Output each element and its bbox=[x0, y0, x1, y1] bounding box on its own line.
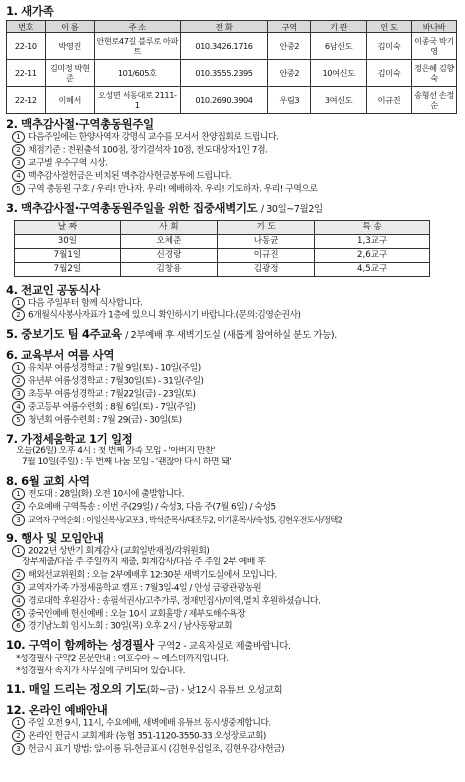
header-cell: 구역 bbox=[268, 21, 311, 33]
list-item: 6 경기남노회 임시노회 : 30일(목) 오후 2시 / 남사동왕교회 bbox=[6, 620, 459, 633]
table-row bbox=[7, 87, 457, 114]
list-item: 3 교역자가족 가정세움학교 캠프 : 7월3일-4일 / 안성 금광관광농원 bbox=[6, 582, 459, 595]
circled-number: 5 bbox=[12, 183, 25, 195]
circled-number: 1 bbox=[12, 545, 25, 557]
circled-number: 4 bbox=[12, 595, 25, 607]
list-item: 1 2022년 상반기 회계감사 (교회일반재정/각위원회) bbox=[6, 545, 459, 558]
section-title-intercession: 5. 중보기도 팀 4주교육 / 2부예배 후 새벽기도실 (새롭게 참여하실 분도 가능). bbox=[6, 327, 337, 342]
circled-number: 3 bbox=[12, 743, 25, 755]
circled-number: 3 bbox=[12, 582, 25, 594]
circled-number: 2 bbox=[12, 569, 25, 581]
section-title-new-family: 1. 새가족 bbox=[6, 4, 54, 18]
circled-number: 1 bbox=[12, 297, 25, 309]
list-item: 4 중고등부 여름수련회 : 8월 6일(토) - 7일(주일) bbox=[6, 401, 459, 414]
header-cell: 전 화 bbox=[180, 21, 268, 33]
list-item: 4 경로대학 후원감사 : 송필석권사/고추가루, 정재민집사/미역,멸치 후원하셨습니다. bbox=[6, 595, 459, 608]
list-item: 3 교역자 구역순회 : 이일신목사/교포3 , 박석준목사/대조두2, 이기훈목사/숙성5, 김현우전도사/정택2 bbox=[6, 514, 459, 526]
section-title-online-worship: 12. 온라인 예배안내 bbox=[6, 703, 108, 718]
circled-number: 3 bbox=[12, 157, 25, 169]
section-title-june-ministry: 8. 6월 교회 사역 bbox=[6, 473, 90, 488]
list-item: 2 채점기준 : 전원출석 100점, 장기결석자 10점, 전도대상자1인 7점. bbox=[6, 144, 459, 157]
section-title-thanksgiving: 2. 맥추감사절·구역총동원주일 bbox=[6, 117, 154, 131]
cell-phone: 010.3426.1716 bbox=[180, 33, 268, 60]
list-item: 1 전도대 : 28일(화) 오전 10시에 출발합니다. bbox=[6, 488, 459, 501]
cell-address: 101/605호 bbox=[94, 60, 180, 87]
cell-barnabas: 이종국 박기영 bbox=[411, 33, 456, 60]
cell-no: 22-10 bbox=[7, 33, 46, 60]
cell-name: 박영진 bbox=[45, 33, 94, 60]
circled-number: 1 bbox=[12, 717, 25, 729]
section-title-family-school: 7. 가정세움학교 1기 일정 bbox=[6, 431, 133, 446]
list-item: 1 주일 오전 9시, 11시, 수요예배, 새벽예배 유튜브 동시생중계합니다. bbox=[6, 717, 459, 730]
cell-phone: 010.2690.3904 bbox=[180, 87, 268, 114]
section-title-dawn-prayer: 3. 맥추감사절·구역총동원주일을 위한 집중새벽기도 / 30일~7월2일 bbox=[6, 200, 323, 215]
cell-name: 김미정 박현준 bbox=[45, 60, 94, 87]
header-cell: 번호 bbox=[7, 21, 46, 33]
list-item: 3 헌금시 표기 방법: 앞-이름 뒤-헌금표시 (김현우십일조, 김현우감사헌금) bbox=[6, 743, 459, 756]
circled-number: 5 bbox=[12, 414, 25, 426]
cell-host: 김창용 bbox=[120, 262, 217, 276]
circled-number: 1 bbox=[12, 362, 25, 374]
cell-address: 안현로47길 블루로 아파트 bbox=[94, 33, 180, 60]
table-row bbox=[7, 33, 457, 60]
list-item: 5 청년회 여름수련회 : 7월 29(금) - 30일(토) bbox=[6, 414, 459, 427]
cell-date: 7월2일 bbox=[15, 262, 121, 276]
cell-date: 7월1일 bbox=[15, 248, 121, 262]
cell-address: 오성면 서동대로 2111-1 bbox=[94, 87, 180, 114]
cell-org: 10여신도 bbox=[311, 60, 367, 87]
circled-number: 2 bbox=[12, 144, 25, 156]
header-cell: 바나바 bbox=[411, 21, 456, 33]
header-cell: 기 도 bbox=[218, 220, 315, 234]
header-cell: 이 름 bbox=[45, 21, 94, 33]
circled-number: 2 bbox=[12, 730, 25, 742]
circled-number: 6 bbox=[12, 620, 25, 632]
cell-special: 4,5교구 bbox=[315, 262, 430, 276]
header-cell: 특 송 bbox=[315, 220, 430, 234]
table-row bbox=[7, 60, 457, 87]
circled-number: 3 bbox=[12, 514, 25, 526]
list-item: 7월 10일(주일) : 두 번째 나눔 모임 - '괜찮아 다시 하면 돼' bbox=[22, 457, 232, 468]
circled-number: 2 bbox=[12, 375, 25, 387]
list-item: *성경필사 속지가 사무실에 구비되어 있습니다. bbox=[16, 665, 185, 676]
circled-number: 2 bbox=[12, 501, 25, 513]
table-header-row bbox=[15, 220, 430, 234]
table-header-row bbox=[7, 21, 457, 33]
cell-no: 22-11 bbox=[7, 60, 46, 87]
section-title-bible-copy: 10. 구역이 함께하는 성경필사 구역2 - 교육자실로 제출바랍니다. bbox=[6, 638, 291, 653]
list-item: 오늘(26일) 오후 4시 : 첫 번째 가족 모임 - '아버지 만찬' bbox=[16, 445, 215, 456]
cell-guide: 김미숙 bbox=[366, 33, 411, 60]
circled-number: 4 bbox=[12, 170, 25, 182]
cell-prayer: 나동균 bbox=[218, 234, 315, 248]
cell-prayer: 김광정 bbox=[218, 262, 315, 276]
list-item: 장부제출/다음 주 주일까지 제출, 회계감사/다음 주 주일 2부 예배 후 bbox=[22, 557, 266, 568]
list-item: 3 초등부 여름성경학교 : 7월22일(금) - 23일(토) bbox=[6, 388, 459, 401]
list-item: 2 수요예배 구역특송 : 이번 주(29일) / 숙성3, 다음 주(7월 6일) / 숙성5 bbox=[6, 501, 459, 514]
cell-host: 신경랑 bbox=[120, 248, 217, 262]
cell-barnabas: 정은혜 김향숙 bbox=[411, 60, 456, 87]
header-cell: 기 관 bbox=[311, 21, 367, 33]
circled-number: 3 bbox=[12, 388, 25, 400]
list-item: 2 해외선교위원회 : 오늘 2부예배후 12:30분 새벽기도실에서 모입니다. bbox=[6, 569, 459, 582]
list-item: 1 다음 주일부터 함께 식사합니다. bbox=[6, 297, 459, 310]
cell-org: 3여신도 bbox=[311, 87, 367, 114]
list-item: 3 교구별 우수구역 시상. bbox=[6, 157, 459, 170]
section-title-education: 6. 교육부서 여름 사역 bbox=[6, 348, 115, 363]
section-title-meal: 4. 전교인 공동식사 bbox=[6, 282, 100, 297]
cell-phone: 010.3555.2395 bbox=[180, 60, 268, 87]
list-item: 5 구역 총동원 구호 / 우리! 만나자. 우리! 예배하자. 우리! 기도하자. 우리! 구역으로 bbox=[6, 183, 459, 196]
list-item: 4 맥추감사절헌금은 비치된 맥추감사헌금봉투에 드립니다. bbox=[6, 170, 459, 183]
cell-guide: 이규진 bbox=[366, 87, 411, 114]
cell-no: 22-12 bbox=[7, 87, 46, 114]
circled-number: 2 bbox=[12, 309, 25, 321]
cell-special: 2,6교구 bbox=[315, 248, 430, 262]
section-title-noon-prayer: 11. 매일 드리는 정오의 기도(화~금) - 낮12시 유튜브 오성교회 bbox=[6, 682, 283, 697]
table-row bbox=[15, 248, 430, 262]
circled-number: 1 bbox=[12, 488, 25, 500]
list-item: 2 6개월식사봉사자표가 1층에 있으니 확인하시기 바랍니다.(문의:김영순권사) bbox=[6, 309, 459, 322]
cell-zone: 우림3 bbox=[268, 87, 311, 114]
cell-prayer: 이규진 bbox=[218, 248, 315, 262]
list-item: 1 유치부 여름성경학교 : 7월 9일(토) - 10일(주일) bbox=[6, 362, 459, 375]
header-cell: 사 회 bbox=[120, 220, 217, 234]
section-title-events: 9. 행사 및 모임안내 bbox=[6, 530, 104, 545]
cell-zone: 안중2 bbox=[268, 33, 311, 60]
circled-number: 4 bbox=[12, 401, 25, 413]
list-item: 5 중국인예배 헌신예배 : 오늘 10시 교회홀방 / 제부도해수욕장 bbox=[6, 608, 459, 621]
cell-guide: 김미숙 bbox=[366, 60, 411, 87]
table-row bbox=[15, 262, 430, 276]
cell-special: 1,3교구 bbox=[315, 234, 430, 248]
header-cell: 인 도 bbox=[366, 21, 411, 33]
cell-name: 이혜서 bbox=[45, 87, 94, 114]
list-item: 2 유년부 여름성경학교 : 7월30일(토) - 31일(주일) bbox=[6, 375, 459, 388]
cell-host: 오체준 bbox=[120, 234, 217, 248]
cell-org: 6남신도 bbox=[311, 33, 367, 60]
cell-zone: 안중2 bbox=[268, 60, 311, 87]
list-item: *성경필사 구약2 본문안내 : 여호수아 ~ 에스더까지입니다. bbox=[16, 654, 229, 665]
list-item: 2 온라인 헌금시 교회계좌 (농협 351-1120-3550-33 오성장로교회) bbox=[6, 730, 459, 743]
circled-number: 5 bbox=[12, 608, 25, 620]
dawn-prayer-table bbox=[14, 220, 430, 277]
cell-barnabas: 송형선 손정순 bbox=[411, 87, 456, 114]
cell-date: 30일 bbox=[15, 234, 121, 248]
list-item: 1 다음주일에는 한양사역자 강명식 교수를 모셔서 찬양집회로 드립니다. bbox=[6, 131, 459, 144]
new-family-table bbox=[6, 20, 457, 114]
header-cell: 주 소 bbox=[94, 21, 180, 33]
table-row bbox=[15, 234, 430, 248]
circled-number: 1 bbox=[12, 131, 25, 143]
header-cell: 날 짜 bbox=[15, 220, 121, 234]
